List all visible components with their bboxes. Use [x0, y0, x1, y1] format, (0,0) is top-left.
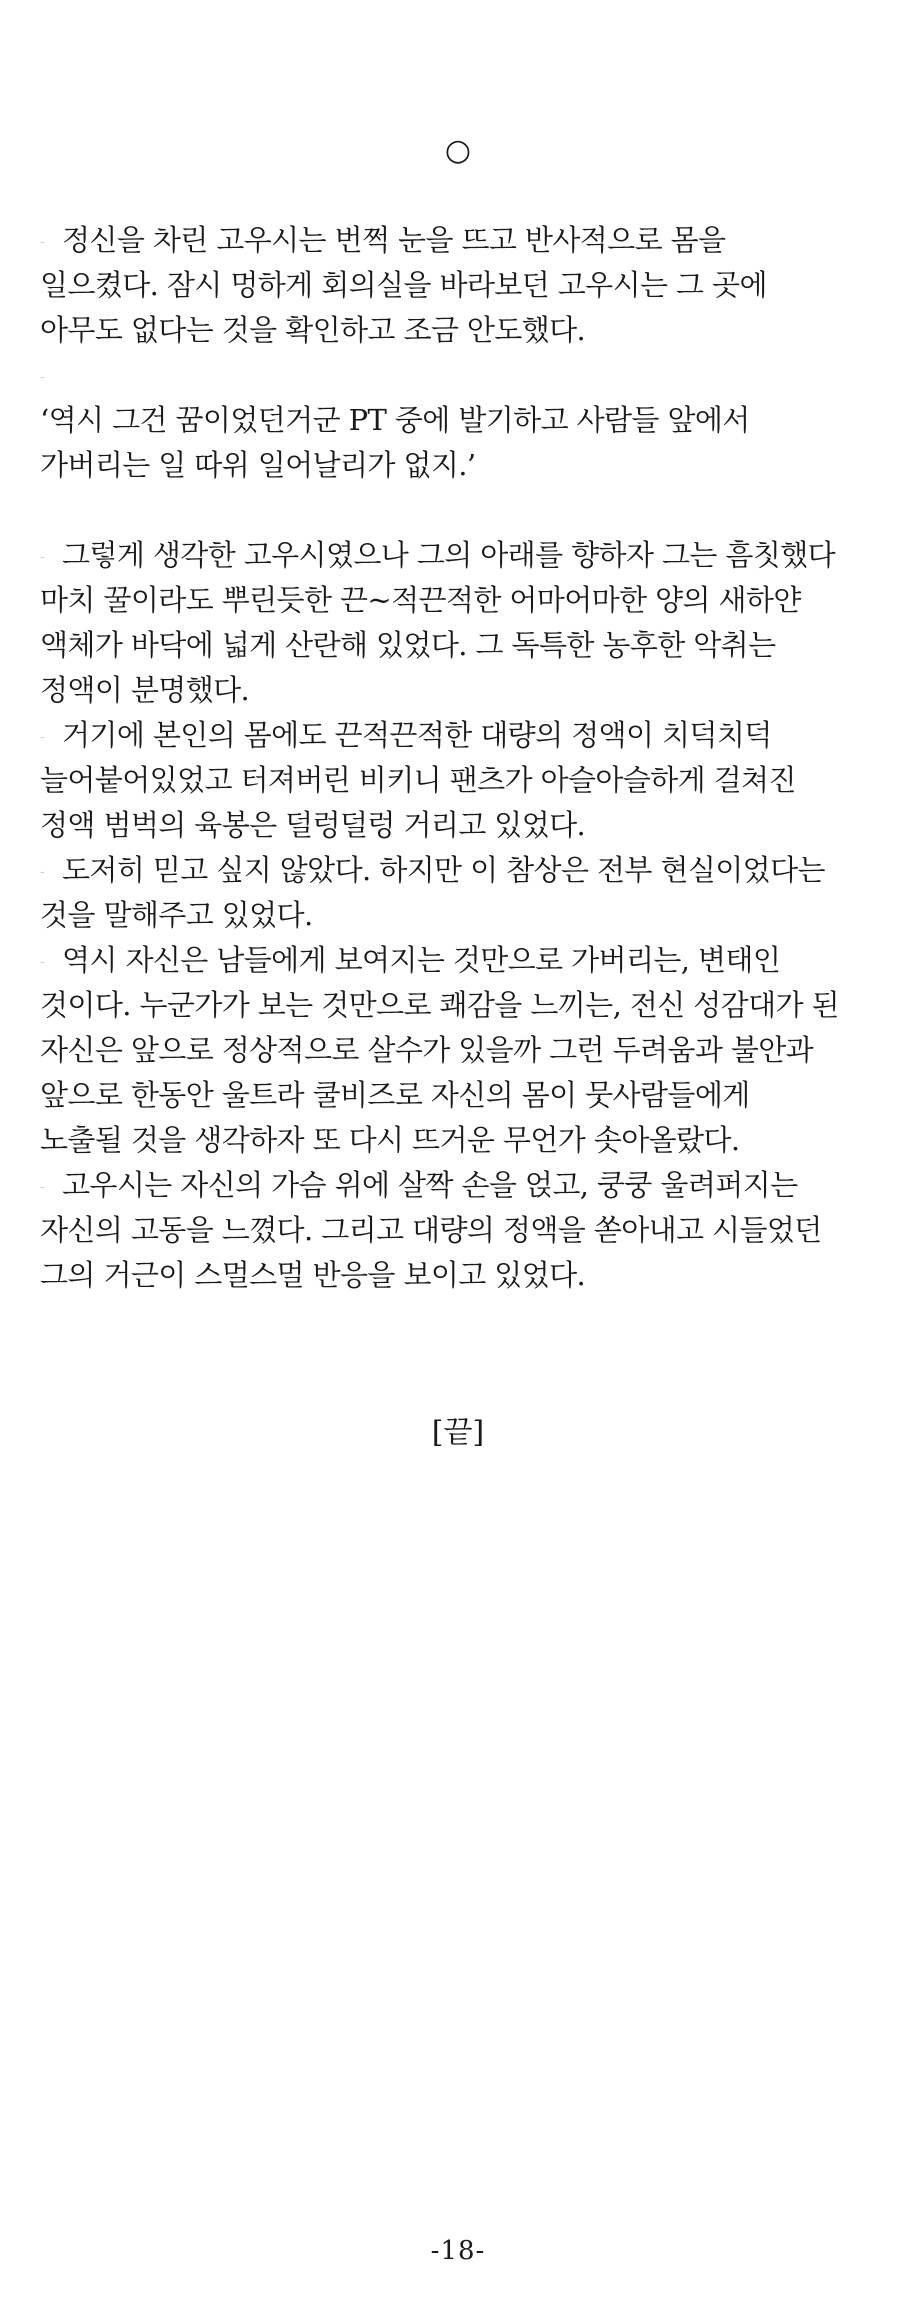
text-line [40, 443, 880, 488]
text-line [40, 983, 880, 1028]
paragraph-mark: - [40, 548, 45, 565]
paragraph-mark: - [40, 1178, 45, 1195]
page-number: -18- [430, 2236, 486, 2266]
text-line-content: 노출될 것을 생각하자 또 다시 뜨거운 무언가 솟아올랐다. [40, 1123, 740, 1157]
text-line [40, 623, 880, 668]
story-body [40, 218, 880, 1298]
text-line-content: 그렇게 생각한 고우시였으나 그의 아래를 향하자 그는 흠칫했다 [62, 538, 836, 572]
text-line-content: 아무도 없다는 것을 확인하고 조금 안도했다. [40, 313, 586, 347]
text-line [40, 1118, 880, 1163]
text-line [40, 1073, 880, 1118]
text-line [40, 398, 880, 443]
text-line-content: 것을 말해주고 있었다. [40, 898, 313, 932]
text-line-content: 일으켰다. 잠시 멍하게 회의실을 바라보던 고우시는 그 곳에 [40, 268, 767, 302]
text-line [40, 713, 880, 758]
text-line [40, 758, 880, 803]
paragraph-mark: - [40, 863, 45, 880]
paragraph-mark: - [40, 953, 45, 970]
paragraph-mark: - [40, 368, 45, 385]
scene-break-symbol: ○ [444, 133, 472, 168]
text-line [40, 488, 880, 533]
text-line [40, 803, 880, 848]
text-line-content: 앞으로 한동안 울트라 쿨비즈로 자신의 몸이 뭇사람들에게 [40, 1078, 750, 1112]
text-line [40, 1163, 880, 1208]
text-line-content: 마치 꿀이라도 뿌린듯한 끈~적끈적한 어마어마한 양의 새하얀 [40, 583, 801, 617]
text-line-content: 도저히 믿고 싶지 않았다. 하지만 이 참상은 전부 현실이었다는 [62, 853, 825, 887]
text-line-content: 자신의 고동을 느꼈다. 그리고 대량의 정액을 쏟아내고 시들었던 [40, 1213, 822, 1247]
text-line-content: 정신을 차린 고우시는 번쩍 눈을 뜨고 반사적으로 몸을 [62, 223, 726, 257]
text-line [40, 893, 880, 938]
text-line-content: 정액 범벅의 육봉은 덜렁덜렁 거리고 있었다. [40, 808, 586, 842]
text-line [40, 263, 880, 308]
text-line [40, 218, 880, 263]
text-line [40, 668, 880, 713]
text-line-content: ‘역시 그건 꿈이었던거군 PT 중에 발기하고 사람들 앞에서 [40, 403, 750, 437]
paragraph-mark: - [40, 728, 45, 745]
paragraph-mark: - [40, 233, 45, 250]
text-line [40, 353, 880, 398]
text-line-content: 그의 거근이 스멀스멀 반응을 보이고 있었다. [40, 1258, 586, 1292]
text-line-content: 액체가 바닥에 넓게 산란해 있었다. 그 독특한 농후한 악취는 [40, 628, 776, 662]
text-line-content: 정액이 분명했다. [40, 673, 250, 707]
text-line [40, 533, 880, 578]
text-line-content: 것이다. 누군가가 보는 것만으로 쾌감을 느끼는, 전신 성감대가 된 [40, 988, 839, 1022]
story-ending-mark: [끝] [431, 1415, 485, 1450]
text-line [40, 308, 880, 353]
text-line-content: 거기에 본인의 몸에도 끈적끈적한 대량의 정액이 치덕치덕 [62, 718, 772, 752]
text-line-content: 역시 자신은 남들에게 보여지는 것만으로 가버리는, 변태인 [62, 943, 781, 977]
text-line-content: 고우시는 자신의 가슴 위에 살짝 손을 얹고, 쿵쿵 울려퍼지는 [62, 1168, 798, 1202]
text-line-content: 늘어붙어있었고 터져버린 비키니 팬츠가 아슬아슬하게 걸쳐진 [40, 763, 796, 797]
text-line [40, 848, 880, 893]
text-line [40, 938, 880, 983]
text-line-content: 자신은 앞으로 정상적으로 살수가 있을까 그런 두려움과 불안과 [40, 1033, 814, 1067]
text-line [40, 578, 880, 623]
text-line [40, 1253, 880, 1298]
text-line [40, 1208, 880, 1253]
text-line [40, 1028, 880, 1073]
text-line-content: 가버리는 일 따위 일어날리가 없지.’ [40, 448, 476, 482]
